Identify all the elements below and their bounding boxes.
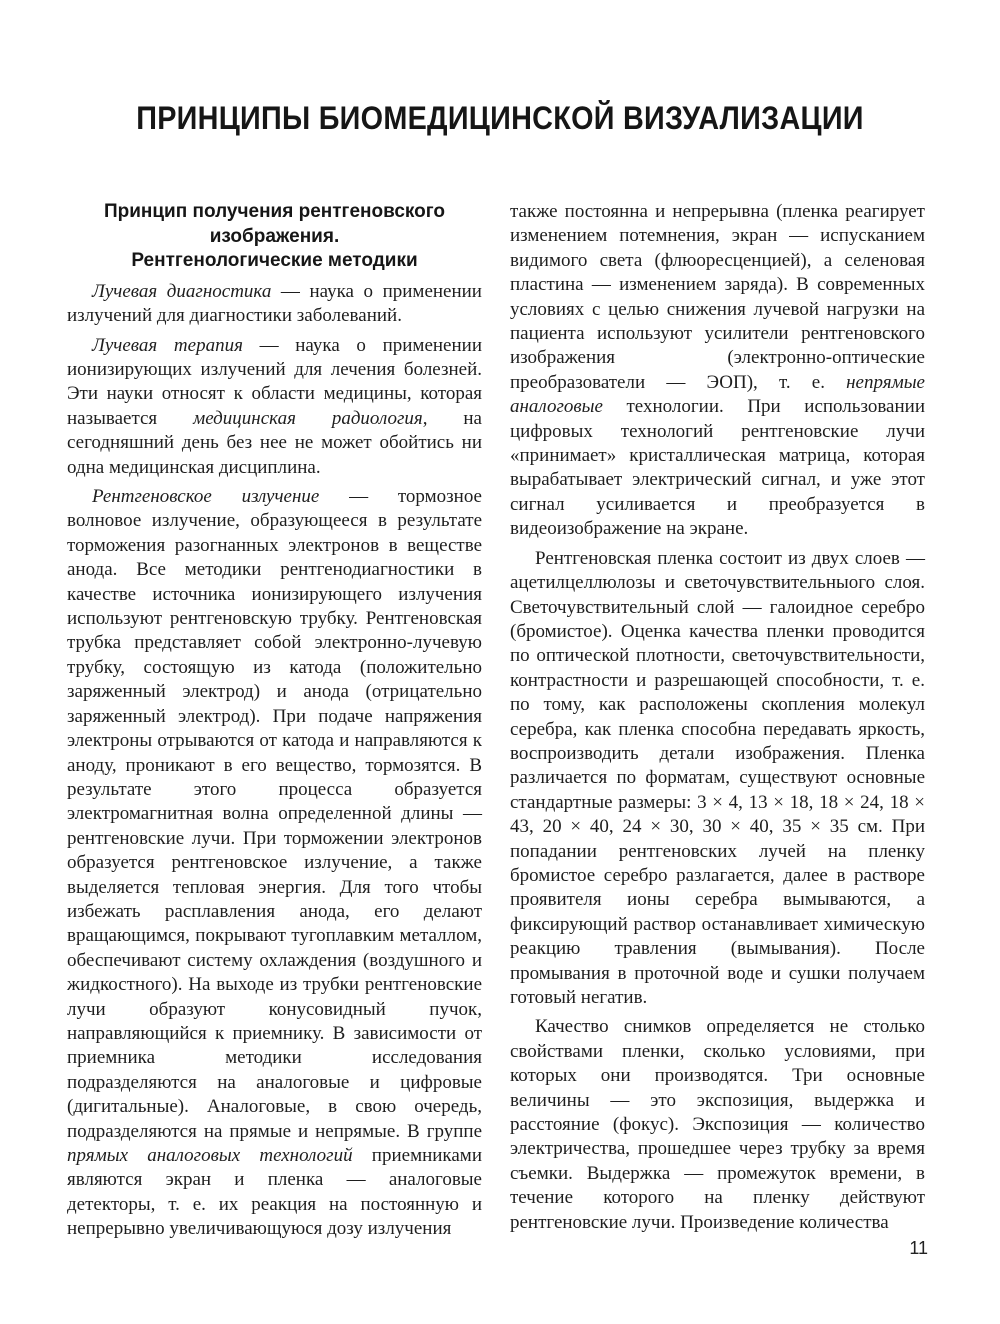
paragraph-xray-film: Рентгеновская пленка состоит из двух слоев — ацетилцеллюлозы и светочувствительныого слоя. Светочувствительный слой — галоидное серебро (бромистое). Оценка качества пленки проводится по оптической плотности, светочувствительности, контрастности и разрешающей способности, т. е. по тому, как расположены скопления молекул серебра, как пленка способна передавать яркость, воспроизводить детали изображения. Пленка различается по форматам, существуют основные стандартные размеры: 3 × 4, 13 × 18, 18 × 24, 18 × 43, 20 × 40, 24 × 30, 30 × 40, 35 × 35 см. При попадании рентгеновских лучей на пленку бромистое серебро разлагается, далее в растворе проявителя ионы серебра вымываются, а фиксирующий раствор останавливает химическую реакцию травления (вымывания). После промывания в проточной воде и сушки получаем готовый негатив. (510, 547, 925, 1008)
term-medical-radiology: медицинская радиология (193, 407, 423, 429)
paragraph-image-quality: Качество снимков определяется не столько свойствами пленки, сколько условиями, при которых они производятся. Три основные величины — это экспозиция, выдержка и расстояние (фокус). Экспозиция — количество электричества, прошедшее через трубку за время съемки. Выдержка — промежуток времени, в течение которого на пленку действуют рентгеновские лучи. Произведение количества (510, 1016, 925, 1233)
paragraph-text: — тормозное волновое излучение, образующееся в результате торможения разогнанных электронов в веществе анода. Все методики рентгенодиагностики в качестве источника ионизирующего излучения используют рентгеновскую трубку. Рентгеновская трубка представляет собой электронно-лучевую трубку, состоящую из катода (положительно заряженный электрод) и анода (отрицательно заряженный электрод). При подаче напряжения электроны отрываются от катода и направляются к аноду, проникают в его вещество, тормозятся. В результате этого процесса образуется электромагнитная волна определенной длины — рентгеновские лучи. При торможении электронов образуется рентгеновское излучение, а также выделяется тепловая энергия. Для того чтобы избежать расплавления анода, его делают вращающимся, покрывают тугоплавким металлом, обеспечивают систему охлаждения (воздушного и жидкостного). На выходе из трубки рентгеновские лучи образуют конусовидный пучок, направляющийся к приемнику. В зависимости от приемника методики исследования подразделяются на аналоговые и цифровые (дигитальные). Аналоговые, в свою очередь, подразделяются на прямые и непрямые. В группе (67, 486, 482, 1142)
paragraph-text: , на сегодняшний день без нее не может обойтись ни одна медицинская дисциплина. (67, 407, 482, 478)
paragraph-text: также постоянна и непрерывна (пленка реагирует изменением потемнения, экран — испусканием видимого света (флюоресценцией), а селеновая пластина — изменением заряда). В современных условиях с целью снижения лучевой нагрузки на пациента используют усилители рентгеновского изображения (электронно-оптические преобразователи — ЭОП), т. е. (510, 201, 925, 393)
section-heading (67, 200, 482, 274)
paragraph-text: технологии. При использовании цифровых технологий рентгеновские лучи «принимает» кристаллическая матрица, которая вырабатывает электрический сигнал, и уже этот сигнал усиливается и преобразуется в видеоизображение на экране. (510, 396, 925, 540)
left-column (67, 200, 482, 1242)
paragraph-continuation (510, 200, 925, 542)
term-xray-radiation: Рентгеновское излучение (92, 486, 320, 508)
section-heading-line-2: Рентгенологические методики (131, 250, 418, 272)
term-direct-analog: прямых аналоговых технологий (67, 1145, 353, 1166)
paragraph-text: — наука о применении ионизирующих излучений для лечения болезней. Эти науки относят к области медицины, которая называется (67, 334, 482, 429)
paragraph-text: — наука о применении излучений для диагностики заболеваний. (67, 280, 482, 327)
term-radiotherapy: Лучевая терапия (92, 334, 243, 356)
paragraph-xray-radiation (67, 485, 482, 1242)
paragraph-text: приемниками являются экран и пленка — аналоговые детекторы, т. е. их реакция на постоянную и непрерывно увеличивающуюся дозу излучения (67, 1145, 482, 1240)
term-indirect-analog: непрямые аналоговые (510, 371, 925, 418)
page-title: ПРИНЦИПЫ БИОМЕДИЦИНСКОЙ ВИЗУАЛИЗАЦИИ (136, 100, 864, 136)
term-radiodiagnostics: Лучевая диагностика (92, 280, 272, 302)
paragraph-radiodiagnostics (67, 280, 482, 329)
right-column (510, 200, 925, 1235)
section-heading-line-1: Принцип получения рентгеновского изображения. (103, 201, 446, 247)
paragraph-radiotherapy (67, 334, 482, 480)
page-number: 11 (909, 1238, 928, 1258)
